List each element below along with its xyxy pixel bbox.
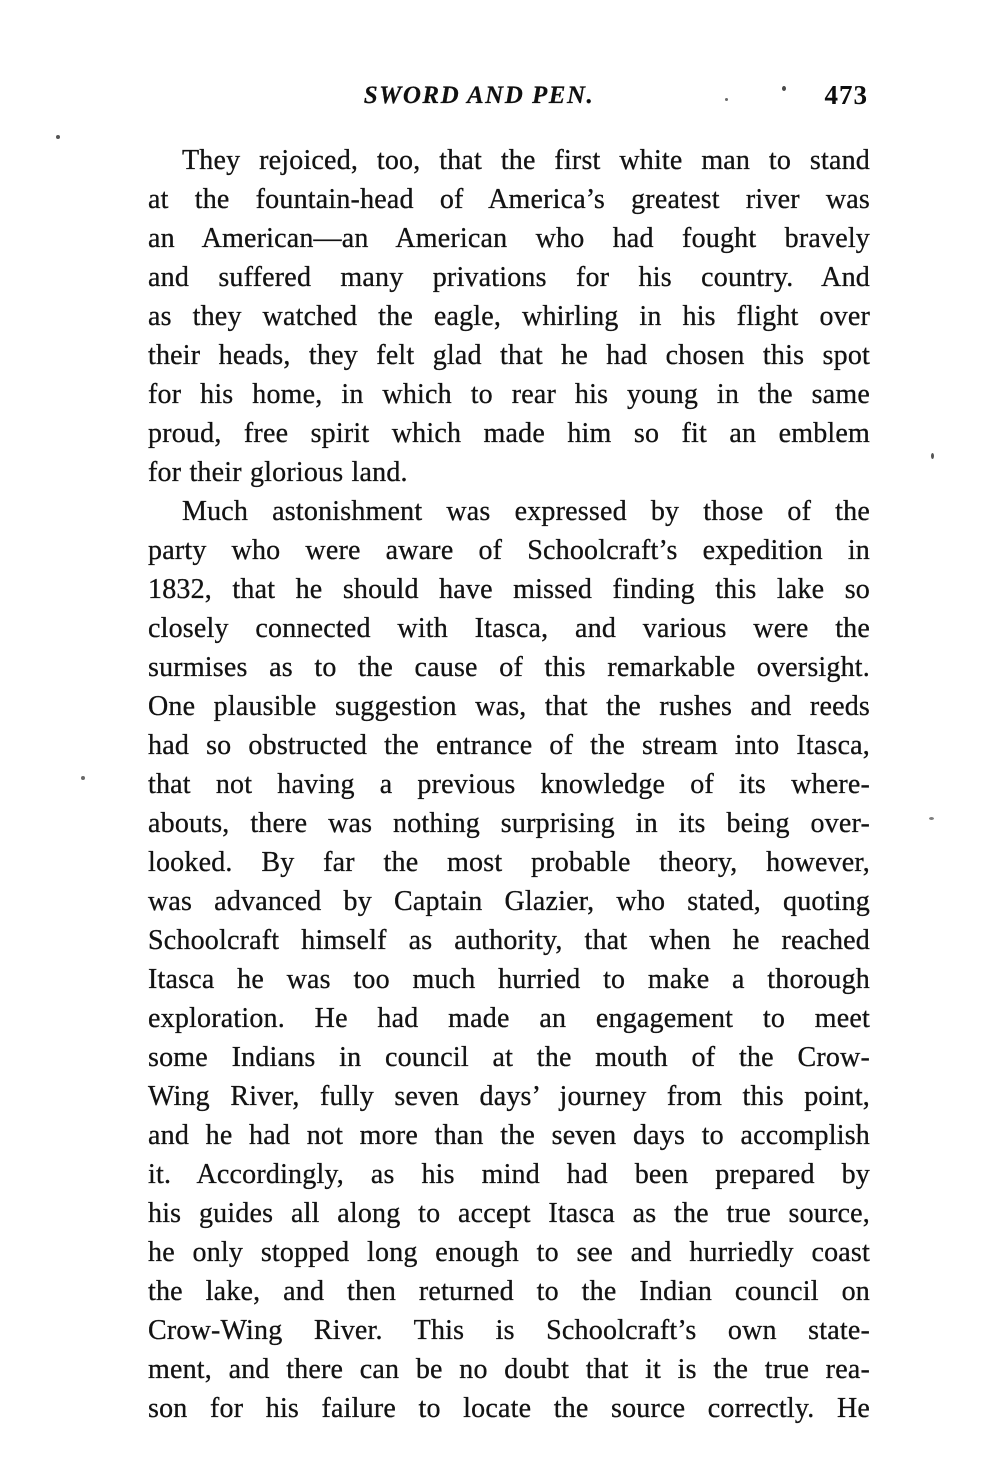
text-line: he only stopped long enough to see and hurriedly coast [148, 1237, 870, 1268]
text-line: Wing River, fully seven days’ journey from this point, [148, 1081, 870, 1112]
text-line: 1832, that he should have missed finding this lake so [148, 574, 870, 605]
text-line: that not having a previous knowledge of its where- [148, 769, 870, 800]
scan-speck [81, 776, 85, 780]
text-line: their heads, they felt glad that he had chosen this spot [148, 340, 870, 371]
scan-speck [56, 135, 60, 139]
text-line: Itasca he was too much hurried to make a thorough [148, 964, 870, 995]
text-line: closely connected with Itasca, and various were the [148, 613, 870, 644]
text-line: One plausible suggestion was, that the rushes and reeds [148, 691, 870, 722]
text-line: exploration. He had made an engagement to meet [148, 1003, 870, 1034]
scan-speck [929, 817, 934, 820]
text-line: and he had not more than the seven days to accomplish [148, 1120, 870, 1151]
scan-speck [725, 98, 728, 101]
scan-speck [782, 86, 786, 91]
text-line: Schoolcraft himself as authority, that when he reached [148, 925, 870, 956]
text-line: ment, and there can be no doubt that it is the true rea- [148, 1354, 870, 1385]
page-number: 473 [824, 80, 868, 110]
text-line: looked. By far the most probable theory, however, [148, 847, 870, 878]
page-header [148, 82, 870, 116]
text-line: abouts, there was nothing surprising in its being over- [148, 808, 870, 839]
text-line: proud, free spirit which made him so fit an emblem [148, 418, 870, 449]
scan-speck [931, 453, 934, 459]
text-line: his guides all along to accept Itasca as the true source, [148, 1198, 870, 1229]
text-line: Crow-Wing River. This is Schoolcraft’s own state- [148, 1315, 870, 1346]
text-line: it. Accordingly, as his mind had been prepared by [148, 1159, 870, 1190]
text-line: surmises as to the cause of this remarkable oversight. [148, 652, 870, 683]
running-title: SWORD AND PEN. [363, 82, 595, 109]
text-block [148, 141, 870, 1428]
text-line: as they watched the eagle, whirling in his flight over [148, 301, 870, 332]
text-line: Much astonishment was expressed by those of the [182, 496, 870, 527]
text-line: They rejoiced, too, that the first white man to stand [182, 145, 870, 176]
text-line: for his home, in which to rear his young in the same [148, 379, 870, 410]
text-line: was advanced by Captain Glazier, who stated, quoting [148, 886, 870, 917]
text-line: for their glorious land. [148, 457, 408, 488]
text-line: at the fountain-head of America’s greatest river was [148, 184, 870, 215]
text-line: and suffered many privations for his country. And [148, 262, 870, 293]
text-line: party who were aware of Schoolcraft’s expedition in [148, 535, 870, 566]
text-line: the lake, and then returned to the Indian council on [148, 1276, 870, 1307]
text-line: had so obstructed the entrance of the stream into Itasca, [148, 730, 870, 761]
text-line: son for his failure to locate the source correctly. He [148, 1393, 870, 1424]
text-line: an American—an American who had fought bravely [148, 223, 870, 254]
text-line: some Indians in council at the mouth of the Crow- [148, 1042, 870, 1073]
